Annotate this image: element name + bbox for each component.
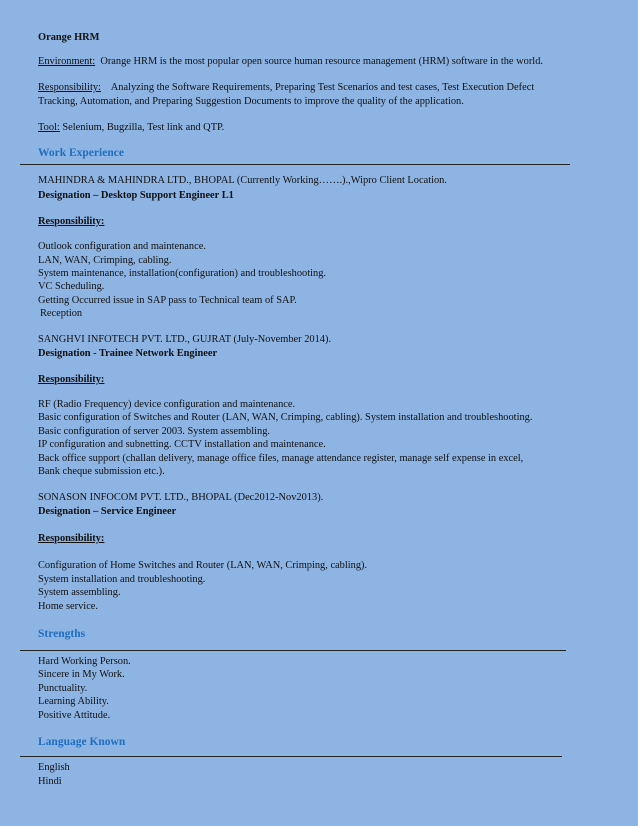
job-1-item: VC Scheduling. [38,281,105,292]
job-2-designation: Designation - Trainee Network Engineer [38,348,218,359]
environment-label: Environment: [38,56,96,67]
strengths-heading: Strengths [38,628,86,640]
responsibility-line-1 [38,81,534,94]
section-divider [20,164,570,165]
tool-label: Tool: [38,122,60,133]
job-1-item: Getting Occurred issue in SAP pass to Technical team of SAP. [38,295,297,306]
strength-item: Learning Ability. [38,696,109,707]
job-1-designation: Designation – Desktop Support Engineer L1 [38,190,234,201]
job-1-responsibility-label: Responsibility: [38,216,105,227]
responsibility-text-1: Analyzing the Software Requirements, Preparing Test Scenarios and test cases, Test Execution Defect [110,82,535,93]
job-3-company: SONASON INFOCOM PVT. LTD., BHOPAL (Dec2012-Nov2013). [38,492,324,503]
job-1-item: Outlook configuration and maintenance. [38,241,206,252]
language-item: English [38,762,70,773]
job-2-item: Back office support (challan delivery, manage office files, manage attendance register, manage self expense in excel, [38,453,524,464]
job-2-item: IP configuration and subnetting. CCTV installation and maintenance. [38,439,326,450]
work-experience-heading: Work Experience [38,147,124,159]
language-heading: Language Known [38,736,126,748]
job-1-item: System maintenance, installation(configuration) and troubleshooting. [38,268,326,279]
responsibility-text-2: Tracking, Automation, and Preparing Suggestion Documents to improve the quality of the application. [38,96,464,107]
job-3-designation: Designation – Service Engineer [38,506,177,517]
project-title: Orange HRM [38,32,100,43]
job-2-item: Bank cheque submission etc.). [38,466,165,477]
job-1-item: Reception [40,308,83,319]
job-2-item: Basic configuration of server 2003. System assembling. [38,426,271,437]
environment-text: Orange HRM is the most popular open source human resource management (HRM) software in the world. [100,56,543,67]
section-divider [20,756,562,757]
strength-item: Hard Working Person. [38,656,131,667]
tool-line [38,121,224,134]
responsibility-label: Responsibility: [38,82,101,93]
job-2-responsibility-label: Responsibility: [38,374,105,385]
job-3-item: System assembling. [38,587,121,598]
job-3-responsibility-label: Responsibility: [38,533,105,544]
language-item: Hindi [38,776,62,787]
job-3-item: System installation and troubleshooting. [38,574,206,585]
environment-line [38,55,543,68]
strength-item: Punctuality. [38,683,88,694]
job-2-company: SANGHVI INFOTECH PVT. LTD., GUJRAT (July-November 2014). [38,334,332,345]
strength-item: Positive Attitude. [38,710,111,721]
tool-text: Selenium, Bugzilla, Test link and QTP. [62,122,225,133]
job-2-item: RF (Radio Frequency) device configuration and maintenance. [38,399,296,410]
strength-item: Sincere in My Work. [38,669,125,680]
job-2-item: Basic configuration of Switches and Router (LAN, WAN, Crimping, cabling). System installation and troubleshooting. [38,412,533,423]
job-3-item: Configuration of Home Switches and Router (LAN, WAN, Crimping, cabling). [38,560,368,571]
job-1-item: LAN, WAN, Crimping, cabling. [38,255,172,266]
job-1-company: MAHINDRA & MAHINDRA LTD., BHOPAL (Currently Working…….).,Wipro Client Location. [38,175,447,186]
job-3-item: Home service. [38,601,99,612]
section-divider [20,650,566,651]
